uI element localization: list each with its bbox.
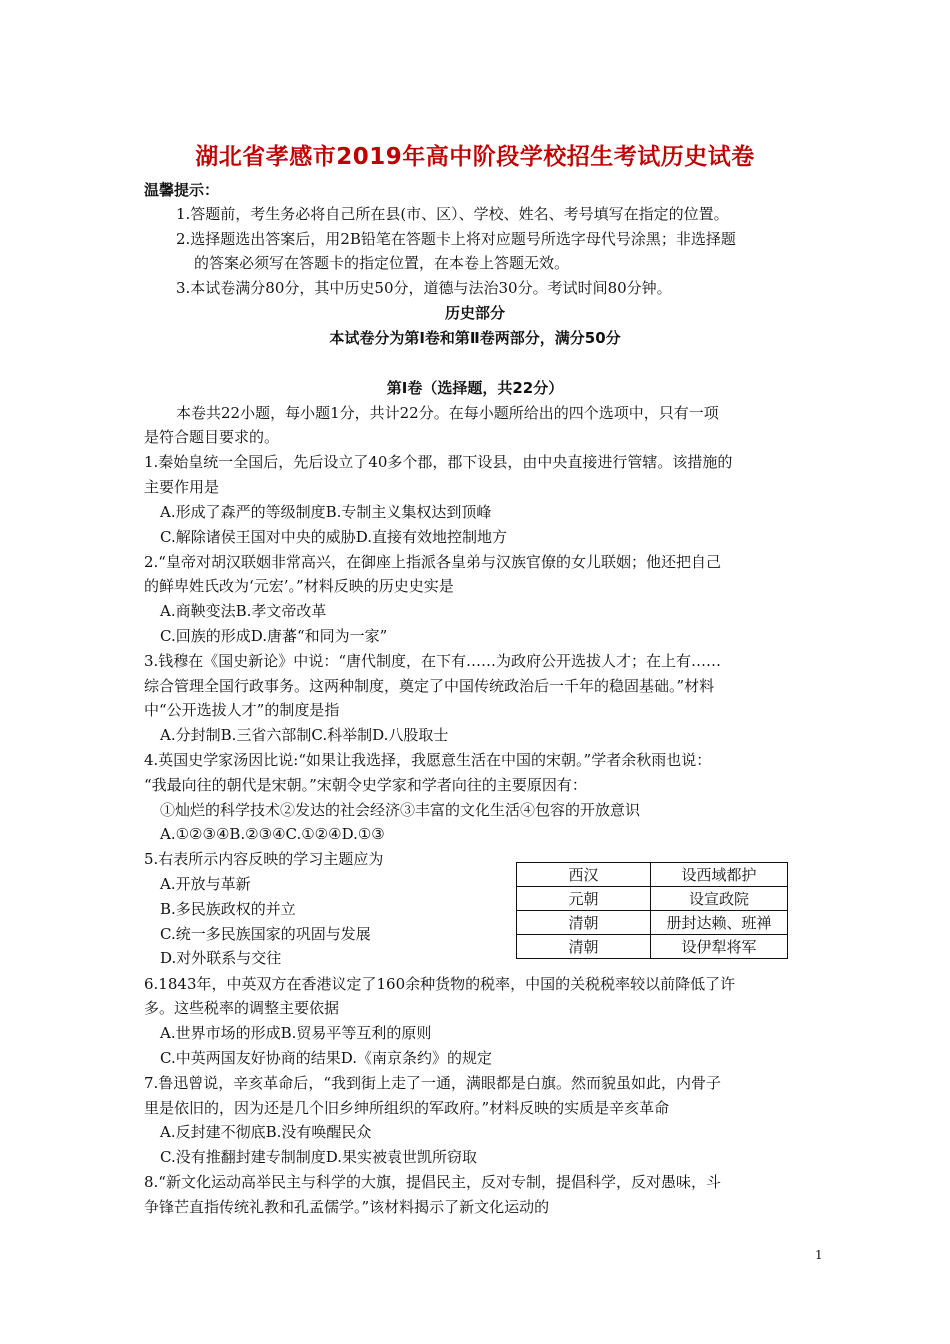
q3-option: A.分封制B.三省六部制C.科举制D.八股取士: [160, 726, 449, 744]
q5-option: A.开放与革新: [160, 875, 251, 893]
q3-stem: 综合管理全国行政事务。这两种制度，奠定了中国传统政治后一千年的稳固基础。”材料: [144, 677, 715, 695]
exam-title: 湖北省孝感市2019年高中阶段学校招生考试历史试卷: [195, 144, 755, 170]
q2-stem: 2.“皇帝对胡汉联姻非常高兴，在御座上指派各皇弟与汉族官僚的女儿联姻；他还把自己: [144, 553, 721, 571]
q7-stem: 7.鲁迅曾说，辛亥革命后，“我到街上走了一通，满眼都是白旗。然而貌虽如此，内骨子: [144, 1074, 721, 1092]
q2-stem: 的鲜卑姓氏改为‘元宏’。”材料反映的历史史实是: [144, 577, 454, 595]
q3-stem: 3.钱穆在《国史新论》中说：“唐代制度，在下有……为政府公开选拔人才；在上有……: [144, 652, 721, 670]
q1-stem: 主要作用是: [144, 478, 220, 496]
section-note: 本试卷分为第Ⅰ卷和第Ⅱ卷两部分，满分50分: [329, 329, 621, 347]
table-cell: 元朝: [517, 887, 651, 911]
q5-option: B.多民族政权的并立: [160, 900, 296, 918]
table-cell: 设伊犁将军: [651, 935, 788, 959]
q5-table: [516, 862, 788, 959]
q8-stem: 争锋芒直指传统礼教和孔孟儒学。”该材料揭示了新文化运动的: [144, 1198, 550, 1216]
table-cell: 设宣政院: [651, 887, 788, 911]
q7-option: A.反封建不彻底B.没有唤醒民众: [160, 1123, 372, 1141]
q1-option: A.形成了森严的等级制度B.专制主义集权达到顶峰: [160, 503, 492, 521]
table-cell: 清朝: [517, 911, 651, 935]
q7-option: C.没有推翻封建专制制度D.果实被袁世凯所窃取: [160, 1148, 477, 1166]
tip-item: 2.选择题选出答案后，用2B铅笔在答题卡上将对应题号所选字母代号涂黑；非选择题: [176, 230, 736, 248]
tips-heading: 温馨提示：: [144, 181, 220, 199]
part1-title: 第Ⅰ卷（选择题，共22分）: [386, 379, 564, 397]
q1-option: C.解除诸侯王国对中央的威胁D.直接有效地控制地方: [160, 528, 507, 546]
q4-option: A.①②③④B.②③④C.①②④D.①③: [160, 825, 385, 843]
q4-stem: ①灿烂的科学技术②发达的社会经济③丰富的文化生活④包容的开放意识: [160, 801, 641, 819]
q1-stem: 1.秦始皇统一全国后，先后设立了40多个郡，郡下设县，由中央直接进行管辖。该措施的: [144, 453, 733, 471]
table-row: [517, 911, 788, 935]
q6-stem: 6.1843年，中英双方在香港议定了160余种货物的税率，中国的关税税率较以前降低了许: [144, 975, 736, 993]
table-cell: 西汉: [517, 863, 651, 887]
q5-stem: 5.右表所示内容反映的学习主题应为: [144, 850, 384, 868]
q5-option: C.统一多民族国家的巩固与发展: [160, 925, 371, 943]
table-cell: 清朝: [517, 935, 651, 959]
table-row: [517, 863, 788, 887]
q4-stem: 4.英国史学家汤因比说:“如果让我选择，我愿意生活在中国的宋朝。”学者余秋雨也说：: [144, 751, 712, 769]
q5-option: D.对外联系与交往: [160, 949, 282, 967]
q6-stem: 多。这些税率的调整主要依据: [144, 999, 340, 1017]
q8-stem: 8.“新文化运动高举民主与科学的大旗，提倡民主，反对专制，提倡科学，反对愚味，斗: [144, 1173, 721, 1191]
table-row: [517, 935, 788, 959]
table-cell: 册封达赖、班禅: [651, 911, 788, 935]
tip-item: 的答案必须写在答题卡的指定位置，在本卷上答题无效。: [194, 254, 570, 272]
q3-stem: 中“公开选拔人才”的制度是指: [144, 701, 340, 719]
part1-intro: 本卷共22小题，每小题1分，共计22分。在每小题所给出的四个选项中，只有一项: [176, 404, 719, 422]
q6-option: A.世界市场的形成B.贸易平等互利的原则: [160, 1024, 432, 1042]
q2-option: C.回族的形成D.唐蕃“和同为一家”: [160, 627, 388, 645]
q6-option: C.中英两国友好协商的结果D.《南京条约》的规定: [160, 1049, 492, 1067]
q2-option: A.商鞅变法B.孝文帝改革: [160, 602, 327, 620]
q4-stem: “我最向往的朝代是宋朝。”宋朝令史学家和学者向往的主要原因有：: [144, 776, 587, 794]
part1-intro: 是符合题目要求的。: [144, 428, 280, 446]
section-name: 历史部分: [444, 304, 505, 322]
table-cell: 设西域都护: [651, 863, 788, 887]
tip-item: 3.本试卷满分80分，其中历史50分，道德与法治30分。考试时间80分钟。: [176, 279, 672, 297]
tip-item: 1.答题前，考生务必将自己所在县(市、区）、学校、姓名、考号填写在指定的位置。: [176, 205, 729, 223]
q7-stem: 里是依旧的，因为还是几个旧乡绅所组织的军政府。”材料反映的实质是辛亥革命: [144, 1099, 670, 1117]
page-number: 1: [815, 1248, 823, 1262]
table-row: [517, 887, 788, 911]
